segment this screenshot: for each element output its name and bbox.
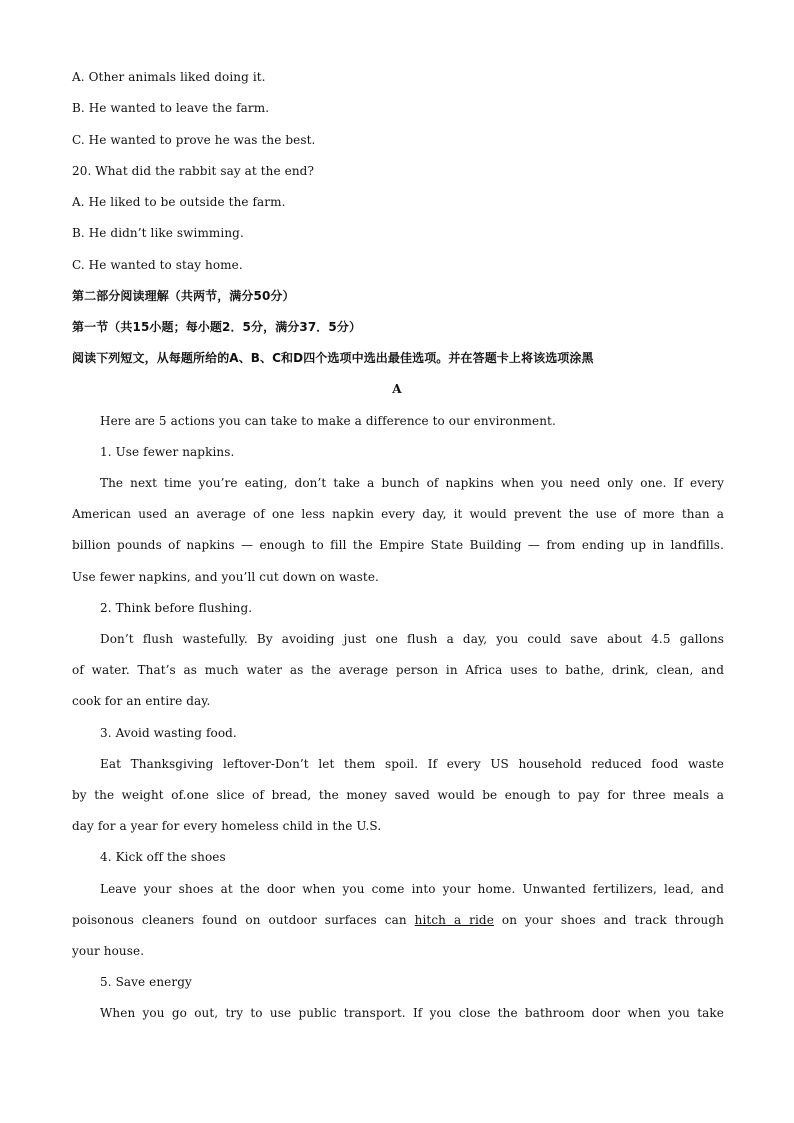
item4-line-2-pre: poisonous cleaners found on outdoor surfaces can <box>72 913 415 927</box>
item4-line-1: Leave your shoes at the door when you come into your home. Unwanted fertilizers, lead, and <box>100 882 724 896</box>
q19-option-c: C. He wanted to prove he was the best. <box>72 133 316 147</box>
item1-line-2: American used an average of one less napkin every day, it would prevent the use of more than a <box>72 507 724 521</box>
hitch-a-ride-underlined: hitch a ride <box>414 913 494 927</box>
q20-option-a: A. He liked to be outside the farm. <box>72 195 286 209</box>
item3-title: 3. Avoid wasting food. <box>100 726 237 740</box>
item2-line-2: of water. That’s as much water as the average person in Africa uses to bathe, drink, clean, and <box>72 663 724 677</box>
item2-title: 2. Think before flushing. <box>100 601 253 615</box>
item5-title: 5. Save energy <box>100 975 192 989</box>
q19-option-a: A. Other animals liked doing it. <box>72 70 266 84</box>
passage-label: A <box>392 382 402 396</box>
item4-line-3: your house. <box>72 944 145 958</box>
q20-question: 20. What did the rabbit say at the end? <box>72 164 314 178</box>
passage-intro: Here are 5 actions you can take to make a difference to our environment. <box>100 414 556 428</box>
item1-line-3: billion pounds of napkins — enough to fill the Empire State Building — from ending up in landfills. <box>72 538 724 552</box>
item2-line-1: Don’t flush wastefully. By avoiding just one flush a day, you could save about 4.5 gallons <box>100 632 724 646</box>
part-heading: 第二部分阅读理解（共两节，满分50分） <box>72 289 295 303</box>
item2-line-3: cook for an entire day. <box>72 694 211 708</box>
item3-line-2: by the weight of.one slice of bread, the money saved would be enough to pay for three meals a <box>72 788 724 802</box>
item3-line-3: day for a year for every homeless child in the U.S. <box>72 819 382 833</box>
item4-title: 4. Kick off the shoes <box>100 850 226 864</box>
section-heading: 第一节（共15小题；每小题2．5分，满分37．5分） <box>72 320 362 334</box>
item1-title: 1. Use fewer napkins. <box>100 445 235 459</box>
q20-option-c: C. He wanted to stay home. <box>72 258 243 272</box>
item1-line-4: Use fewer napkins, and you’ll cut down on waste. <box>72 570 379 584</box>
item4-line-2-post: on your shoes and track through <box>493 913 724 927</box>
item4-line-2 <box>72 912 724 928</box>
instructions: 阅读下列短文，从每题所给的A、B、C和D四个选项中选出最佳选项。并在答题卡上将该选项涂黑 <box>72 351 594 365</box>
item3-line-1: Eat Thanksgiving leftover-Don’t let them spoil. If every US household reduced food waste <box>100 757 724 771</box>
item1-line-1: The next time you’re eating, don’t take a bunch of napkins when you need only one. If every <box>100 476 724 490</box>
q20-option-b: B. He didn’t like swimming. <box>72 226 244 240</box>
item5-line-1: When you go out, try to use public transport. If you close the bathroom door when you take <box>100 1006 724 1020</box>
q19-option-b: B. He wanted to leave the farm. <box>72 101 270 115</box>
